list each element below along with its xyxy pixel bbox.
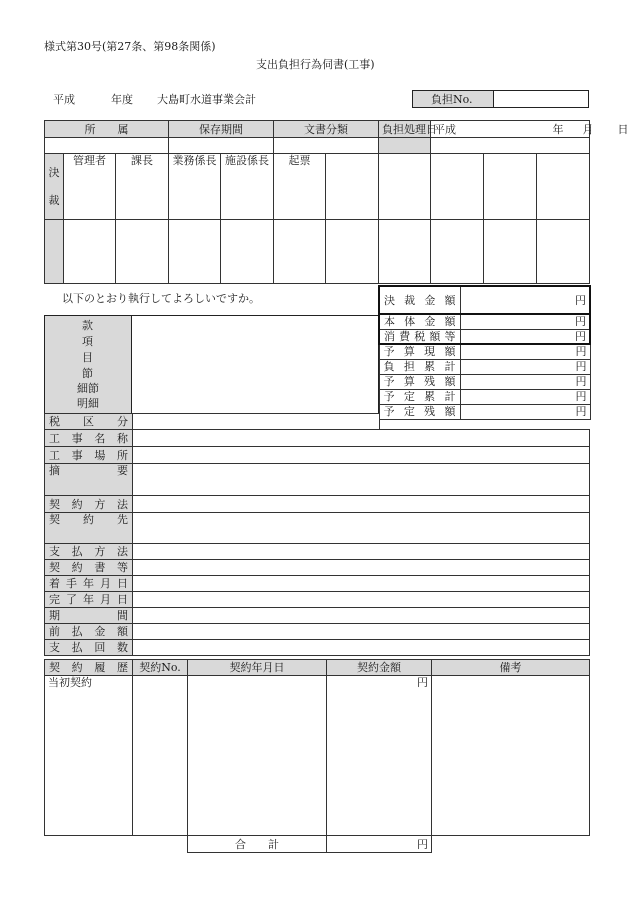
summary-field[interactable] [133,464,590,496]
drafter-seal: 起票 [274,154,326,220]
era-label-2: 平成 [434,122,456,136]
payment-method-field[interactable] [133,544,590,560]
end-date-label: 完了年月日 [45,592,133,608]
work-name-field[interactable] [133,430,590,447]
history-note-header: 備考 [432,660,590,676]
seal-row2-2 [116,220,169,284]
seal-row2-1 [64,220,116,284]
history-total-table [187,835,432,853]
tax-class-table [44,413,380,430]
amount-label-plan-total: 予 定 累 計 [379,389,460,404]
budget-items-values[interactable] [131,315,379,414]
advance-field[interactable] [133,624,590,640]
era-label: 平成 [53,93,75,106]
amount-label-budget-rest: 予 算 残 額 [379,374,460,389]
approval-table [44,120,629,284]
budget-item-moku: 目 [82,351,93,364]
request-text: 以下のとおり執行してよろしいですか。 [62,292,260,305]
history-label: 契約履歴 [45,660,133,676]
seal-row2-8 [431,220,484,284]
seal-row2-5 [274,220,326,284]
amount-label-budget: 予 算 現 額 [379,344,460,359]
contract-method-field[interactable] [133,496,590,513]
amount-label-plan-rest: 予 定 残 額 [379,404,460,419]
dept-header: 所 属 [45,121,169,138]
history-note-field[interactable] [432,676,590,836]
amount-table [378,285,591,420]
day-label: 日 [617,122,629,136]
amount-value-burden-total[interactable]: 円 [460,359,590,374]
seal-row2-6 [326,220,379,284]
seal-row2-7 [379,220,431,284]
budget-item-meisai: 明細 [77,397,99,410]
organization-name: 大島町水道事業会計 [157,93,256,106]
start-date-label: 着手年月日 [45,576,133,592]
form-title: 支出負担行為伺書(工事) [256,58,375,71]
month-label: 月 [582,122,594,136]
doc-class-header: 文書分類 [274,121,379,138]
burden-date-blank [379,138,431,154]
contract-method-label: 契約方法 [45,496,133,513]
period-label: 期 間 [45,608,133,624]
amount-value-plan-total[interactable]: 円 [460,389,590,404]
contract-docs-label: 契約書等 [45,560,133,576]
amount-value-budget-rest[interactable]: 円 [460,374,590,389]
payment-method-label: 支払方法 [45,544,133,560]
seal-cell-11 [537,154,590,220]
manager-seal: 管理者 [64,154,116,220]
retention-field[interactable] [169,138,274,154]
seal-row2-10 [537,220,590,284]
amount-label-hontai: 本 体 金 額 [379,314,460,329]
burden-date-blank2 [431,138,590,154]
contractor-label: 契 約 先 [45,513,133,544]
period-field[interactable] [133,608,590,624]
history-date-header: 契約年月日 [188,660,327,676]
work-name-label: 工事名称 [45,430,133,447]
amount-value-hontai[interactable]: 円 [460,314,590,329]
work-place-label: 工事場所 [45,447,133,464]
pay-count-field[interactable] [133,640,590,656]
advance-label: 前払金額 [45,624,133,640]
amount-value-plan-rest[interactable]: 円 [460,404,590,419]
history-table [44,659,590,836]
amount-label-kessai: 決 裁 金 額 [379,286,460,314]
doc-class-field[interactable] [274,138,379,154]
amount-value-tax[interactable]: 円 [460,329,590,344]
burden-date-field[interactable] [431,121,629,138]
amount-label-burden-total: 負 担 累 計 [379,359,460,374]
budget-item-kou: 項 [82,335,93,348]
business-chief-seal: 業務係長 [169,154,221,220]
seal-cell-8 [379,154,431,220]
tax-class-label: 税 区 分 [45,414,133,430]
dept-field[interactable] [45,138,169,154]
seal-cell-9 [431,154,484,220]
history-no-field[interactable] [133,676,188,836]
amount-label-tax: 消費税額等 [379,329,460,344]
seal-row2-3 [169,220,221,284]
work-place-field[interactable] [133,447,590,464]
history-amount-header: 契約金額 [327,660,432,676]
history-total-label: 合 計 [188,836,327,853]
amount-value-budget[interactable]: 円 [460,344,590,359]
tax-class-field[interactable] [133,414,380,430]
seal-cell-7 [326,154,379,220]
kessai-label-lower [45,220,64,284]
budget-item-kan: 款 [82,319,93,332]
contract-docs-field[interactable] [133,560,590,576]
kessai-label: 決 裁 [45,154,64,220]
facility-chief-seal: 施設係長 [221,154,274,220]
seal-row2-4 [221,220,274,284]
budget-item-setsu: 節 [82,367,93,380]
budget-item-saisetsu: 細節 [77,382,99,395]
contractor-field[interactable] [133,513,590,544]
fiscal-year-label: 年度 [111,93,133,106]
form-number: 様式第30号(第27条、第98条関係) [44,40,216,53]
end-date-field[interactable] [133,592,590,608]
seal-row2-9 [484,220,537,284]
burden-no-field[interactable] [493,90,589,108]
fields-table [44,429,590,656]
start-date-field[interactable] [133,576,590,592]
history-no-header: 契約No. [133,660,188,676]
history-date-field[interactable] [188,676,327,836]
section-chief-seal: 課長 [116,154,169,220]
retention-header: 保存期間 [169,121,274,138]
amount-value-kessai[interactable]: 円 [460,286,590,314]
history-initial-label: 当初契約 [45,676,133,836]
seal-cell-10 [484,154,537,220]
history-amount-field[interactable]: 円 [327,676,432,836]
year-label: 年 [552,122,564,136]
history-total-value[interactable]: 円 [327,836,432,853]
budget-items-labels [44,315,132,414]
burden-no-label: 負担No. [431,93,473,106]
burden-no-label-box [412,90,494,108]
pay-count-label: 支払回数 [45,640,133,656]
summary-label: 摘 要 [45,464,133,496]
burden-date-header: 負担処理日 [379,121,431,138]
